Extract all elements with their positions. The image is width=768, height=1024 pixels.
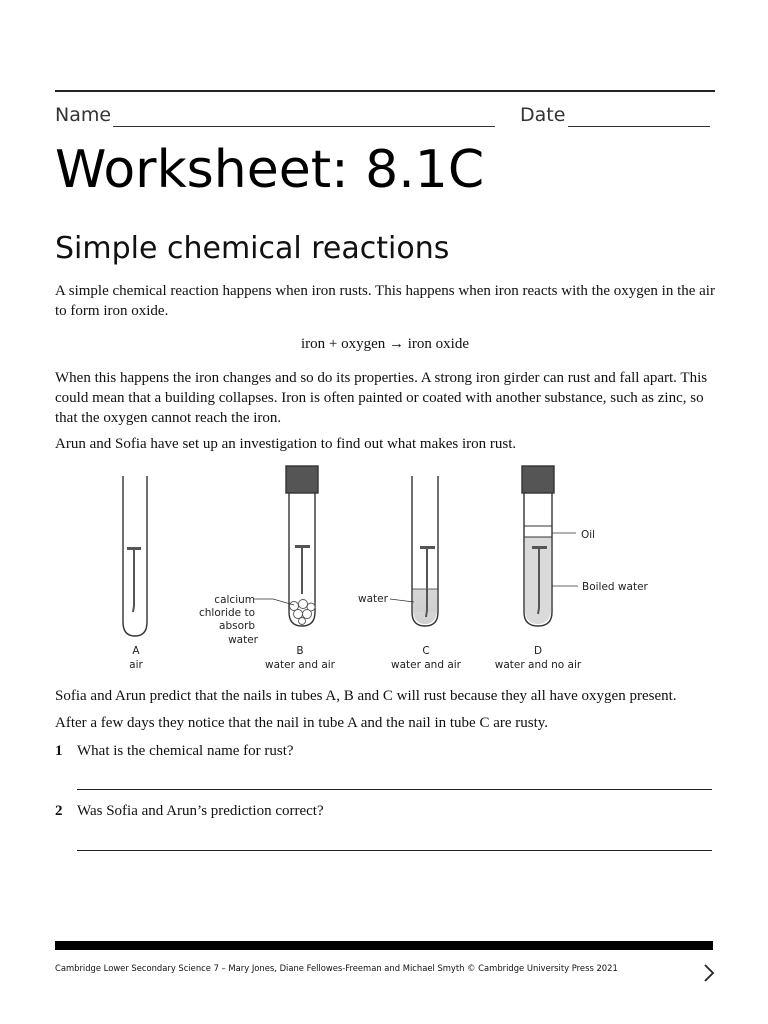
date-blank	[568, 126, 710, 127]
water-label: water	[358, 593, 388, 605]
section-subtitle: Simple chemical reactions	[55, 231, 450, 266]
tube-c-condition: water and air	[390, 659, 462, 671]
prediction-paragraph: Sofia and Arun predict that the nails in tubes A, B and C will rust because they all have oxygen present.	[55, 688, 677, 704]
question-2-number: 2	[55, 803, 63, 819]
question-1-text: What is the chemical name for rust?	[77, 743, 294, 759]
tube-c	[412, 476, 438, 626]
worksheet-title: Worksheet: 8.1C	[55, 140, 485, 200]
question-1-answer-line[interactable]	[77, 789, 712, 790]
tube-c-letter: C	[422, 645, 430, 657]
tube-a-condition: air	[129, 659, 143, 671]
chevron-right-icon	[700, 960, 718, 986]
intro-paragraph: A simple chemical reaction happens when iron rusts. This happens when iron reacts with the oxygen in the air to form iron oxide.	[55, 283, 715, 319]
question-1-number: 1	[55, 743, 63, 759]
question-2-text: Was Sofia and Arun’s prediction correct?	[77, 803, 324, 819]
date-label: Date	[520, 104, 566, 126]
word-equation: iron + oxygen → iron oxide	[300, 336, 470, 352]
calcium-label-line3: absorb	[219, 620, 255, 632]
tube-a	[123, 476, 147, 636]
header-rule	[55, 90, 715, 92]
calcium-label-line4: water	[228, 634, 258, 646]
tube-d-letter: D	[533, 645, 543, 657]
tube-b-condition: water and air	[264, 659, 336, 671]
name-label: Name	[55, 104, 112, 126]
question-2-answer-line[interactable]	[77, 850, 712, 851]
footer-bar	[55, 941, 713, 950]
oil-label: Oil	[581, 529, 596, 541]
tube-a-letter: A	[132, 645, 140, 657]
calcium-label-line1: calcium	[214, 594, 255, 606]
name-blank	[113, 126, 495, 127]
tube-b	[286, 466, 318, 626]
footer-copyright: Cambridge Lower Secondary Science 7 – Mary Jones, Diane Fellowes-Freeman and Michael Smyth © Cambridge University Press 2021	[55, 963, 618, 973]
tube-d	[522, 466, 554, 626]
tube-b-letter: B	[296, 645, 304, 657]
name-date-row	[55, 104, 715, 132]
next-page-button[interactable]	[700, 960, 718, 986]
boiled-water-label: Boiled water	[582, 581, 648, 593]
tube-d-condition: water and no air	[494, 659, 582, 671]
properties-paragraph: When this happens the iron changes and so do its properties. A strong iron girder can rust and fall apart. This could mean that a building collapses. Iron is often painted or coated with another substance, such as zinc, so that the oxygen cannot reach the iron.	[55, 370, 708, 426]
calcium-label-line2: chloride to	[198, 607, 255, 619]
investigation-intro: Arun and Sofia have set up an investigation to find out what makes iron rust.	[55, 436, 517, 452]
observation-paragraph: After a few days they notice that the nail in tube A and the nail in tube C are rusty.	[55, 715, 549, 731]
test-tubes-diagram	[113, 462, 648, 674]
